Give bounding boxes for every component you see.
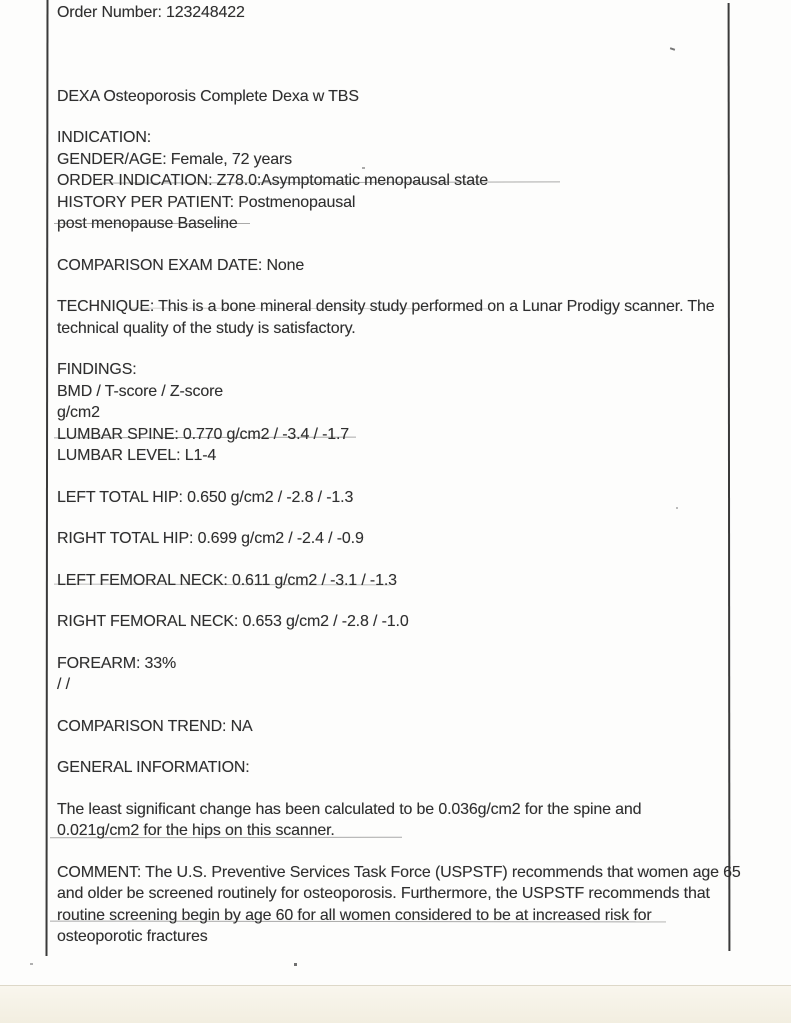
comparison-trend: COMPARISON TREND: NA <box>57 717 253 735</box>
comment-line-3: routine screening begin by age 60 for all women considered to be at increased risk for <box>57 906 652 924</box>
lsc-line-1: The least significant change has been calculated to be 0.036g/cm2 for the spine and <box>57 800 642 818</box>
technique-block <box>57 296 737 339</box>
gender-age: GENDER/AGE: Female, 72 years <box>57 150 292 168</box>
units: g/cm2 <box>57 404 100 421</box>
forearm-result: FOREARM: 33% <box>57 654 177 672</box>
comment-line-4: osteoporotic fractures <box>57 928 208 945</box>
lumbar-spine-result: LUMBAR SPINE: 0.770 g/cm2 / -3.4 / -1.7 <box>57 425 350 443</box>
right-femoral-neck-block <box>57 611 737 633</box>
scan-left-rule-line <box>45 0 48 956</box>
comment-line-1: COMMENT: The U.S. Preventive Services Task Force (USPSTF) recommends that women age 65 <box>57 863 741 881</box>
left-total-hip-result: LEFT TOTAL HIP: 0.650 g/cm2 / -2.8 / -1.3 <box>57 488 354 506</box>
lumbar-level: LUMBAR LEVEL: L1-4 <box>57 447 217 464</box>
right-femoral-neck-result: RIGHT FEMORAL NECK: 0.653 g/cm2 / -2.8 / -1.0 <box>57 613 409 630</box>
scan-speck <box>30 963 33 965</box>
left-femoral-neck-result: LEFT FEMORAL NECK: 0.611 g/cm2 / -3.1 / -1.3 <box>57 571 397 589</box>
comment-block <box>57 862 741 948</box>
general-information-heading: GENERAL INFORMATION: <box>57 759 250 776</box>
order-indication: ORDER INDICATION: Z78.0:Asymptomatic menopausal state <box>57 172 489 189</box>
least-significant-change-block <box>57 799 737 842</box>
exam-title-block <box>57 86 737 108</box>
technique-line-1: TECHNIQUE: This is a bone mineral density study performed on a Lunar Prodigy scanner. The <box>57 298 715 315</box>
scan-speck <box>676 507 678 509</box>
comment-line-2: and older be screened routinely for osteoporosis. Furthermore, the USPSTF recommends that <box>57 885 710 902</box>
technique-line-2: technical quality of the study is satisfactory. <box>57 319 356 337</box>
baseline-note: post menopause Baseline <box>57 215 238 232</box>
general-information-block <box>57 757 737 779</box>
scan-speck <box>362 167 365 169</box>
indication-block <box>57 127 737 235</box>
history-per-patient: HISTORY PER PATIENT: Postmenopausal <box>57 193 356 211</box>
forearm-scores: / / <box>57 676 70 693</box>
indication-heading: INDICATION: <box>57 129 152 146</box>
order-number-block <box>57 2 737 24</box>
scanner-edge-band <box>0 985 791 1023</box>
comparison-trend-block <box>57 716 737 738</box>
forearm-block <box>57 653 737 696</box>
scan-speck <box>294 963 297 966</box>
comparison-exam-date-block <box>57 255 737 277</box>
right-total-hip-result: RIGHT TOTAL HIP: 0.699 g/cm2 / -2.4 / -0.9 <box>57 530 364 547</box>
score-legend: BMD / T-score / Z-score <box>57 382 224 400</box>
left-femoral-neck-block <box>57 570 737 592</box>
lsc-line-2: 0.021g/cm2 for the hips on this scanner. <box>57 822 335 839</box>
comparison-exam-date: COMPARISON EXAM DATE: None <box>57 256 305 274</box>
findings-heading: FINDINGS: <box>57 361 137 378</box>
order-number: Order Number: 123248422 <box>57 4 245 21</box>
exam-title: DEXA Osteoporosis Complete Dexa w TBS <box>57 87 359 105</box>
scan-streak <box>54 223 250 224</box>
left-total-hip-block <box>57 487 737 509</box>
right-total-hip-block <box>57 528 737 550</box>
findings-block <box>57 359 737 467</box>
report-body <box>57 2 741 968</box>
